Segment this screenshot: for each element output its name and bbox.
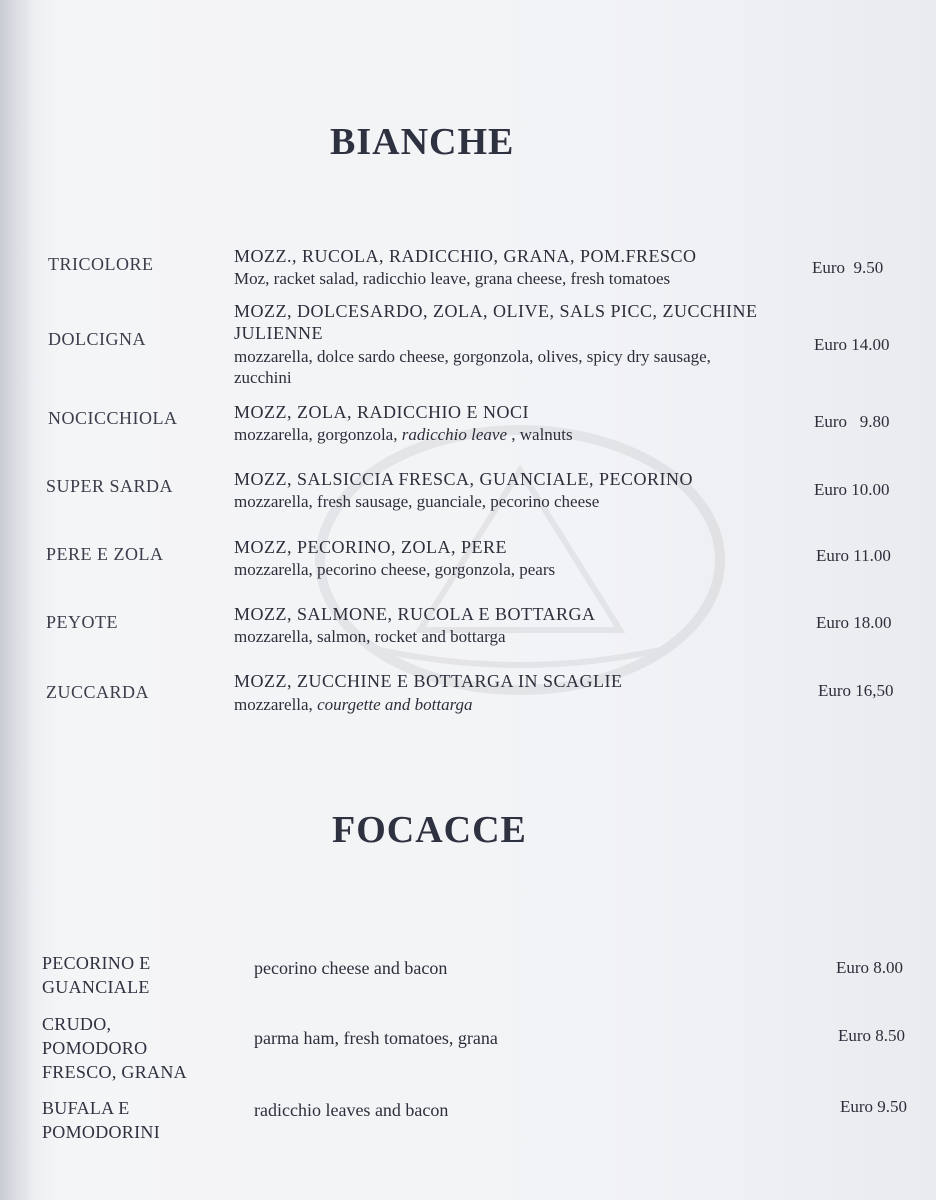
- menu-item-ingredients-en: mozzarella, dolce sardo cheese, gorgonzola, olives, spicy dry sausage,: [234, 347, 711, 366]
- menu-item-name: CRUDO, POMODORO FRESCO, GRANA: [42, 1014, 187, 1082]
- page-edge-shadow: [0, 0, 34, 1200]
- menu-item-price: Euro 8.50: [838, 1026, 906, 1045]
- menu-item-name: NOCICCHIOLA: [48, 408, 178, 428]
- menu-item-price: Euro 18.00: [816, 613, 892, 632]
- menu-item-ingredients-en: mozzarella, fresh sausage, guanciale, pecorino cheese: [234, 492, 600, 511]
- menu-item-description: pecorino cheese and bacon: [254, 958, 448, 978]
- menu-item-ingredients-en: mozzarella, pecorino cheese, gorgonzola, pears: [234, 560, 556, 579]
- section-title-focacce: FOCACCE: [332, 809, 527, 851]
- menu-item-ingredients-en: mozzarella, courgette and bottarga: [234, 695, 473, 714]
- menu-item-description: radicchio leaves and bacon: [254, 1100, 449, 1120]
- menu-item-ingredients-en: mozzarella, salmon, rocket and bottarga: [234, 627, 506, 646]
- menu-item-name: BUFALA E POMODORINI: [42, 1098, 161, 1142]
- menu-item-ingredients-it: MOZZ, PECORINO, ZOLA, PERE: [234, 537, 507, 557]
- menu-item-name: PECORINO E GUANCIALE: [42, 953, 151, 997]
- menu-item-description: parma ham, fresh tomatoes, grana: [254, 1028, 498, 1048]
- menu-item-ingredients-it: MOZZ, DOLCESARDO, ZOLA, OLIVE, SALS PICC, ZUCCHINE: [234, 301, 758, 321]
- menu-item-name: PEYOTE: [46, 612, 118, 632]
- menu-item-name: ZUCCARDA: [46, 682, 150, 702]
- menu-item-ingredients-it: MOZZ, SALSICCIA FRESCA, GUANCIALE, PECORINO: [234, 469, 694, 489]
- menu-item-name: TRICOLORE: [48, 254, 154, 274]
- menu-item-ingredients-en: Moz, racket salad, radicchio leave, grana cheese, fresh tomatoes: [234, 269, 671, 288]
- menu-item-name: PERE E ZOLA: [46, 544, 164, 564]
- menu-item-name: DOLCIGNA: [48, 329, 146, 349]
- menu-item-ingredients-it-line2: JULIENNE: [234, 323, 323, 343]
- menu-item-price: Euro 11.00: [816, 546, 891, 565]
- menu-item-price: Euro 9.50: [812, 258, 884, 277]
- menu-item-ingredients-it: MOZZ, ZOLA, RADICCHIO E NOCI: [234, 402, 529, 422]
- menu-item-price: Euro 16,50: [818, 681, 894, 700]
- menu-item-price: Euro 9.80: [814, 412, 890, 431]
- menu-item-price: Euro 9.50: [840, 1097, 908, 1116]
- menu-item-price: Euro 10.00: [814, 480, 890, 499]
- menu-item-price: Euro 8.00: [836, 958, 904, 977]
- menu-item-name: SUPER SARDA: [46, 476, 174, 496]
- menu-item-ingredients-it: MOZZ., RUCOLA, RADICCHIO, GRANA, POM.FRESCO: [234, 246, 697, 266]
- menu-item-ingredients-en-line2: zucchini: [234, 368, 292, 387]
- menu-item-ingredients-it: MOZZ, SALMONE, RUCOLA E BOTTARGA: [234, 604, 596, 624]
- menu-item-ingredients-it: MOZZ, ZUCCHINE E BOTTARGA IN SCAGLIE: [234, 671, 623, 691]
- section-title-bianche: BIANCHE: [330, 121, 515, 163]
- menu-item-ingredients-en: mozzarella, gorgonzola, radicchio leave , walnuts: [234, 425, 573, 444]
- menu-item-price: Euro 14.00: [814, 335, 890, 354]
